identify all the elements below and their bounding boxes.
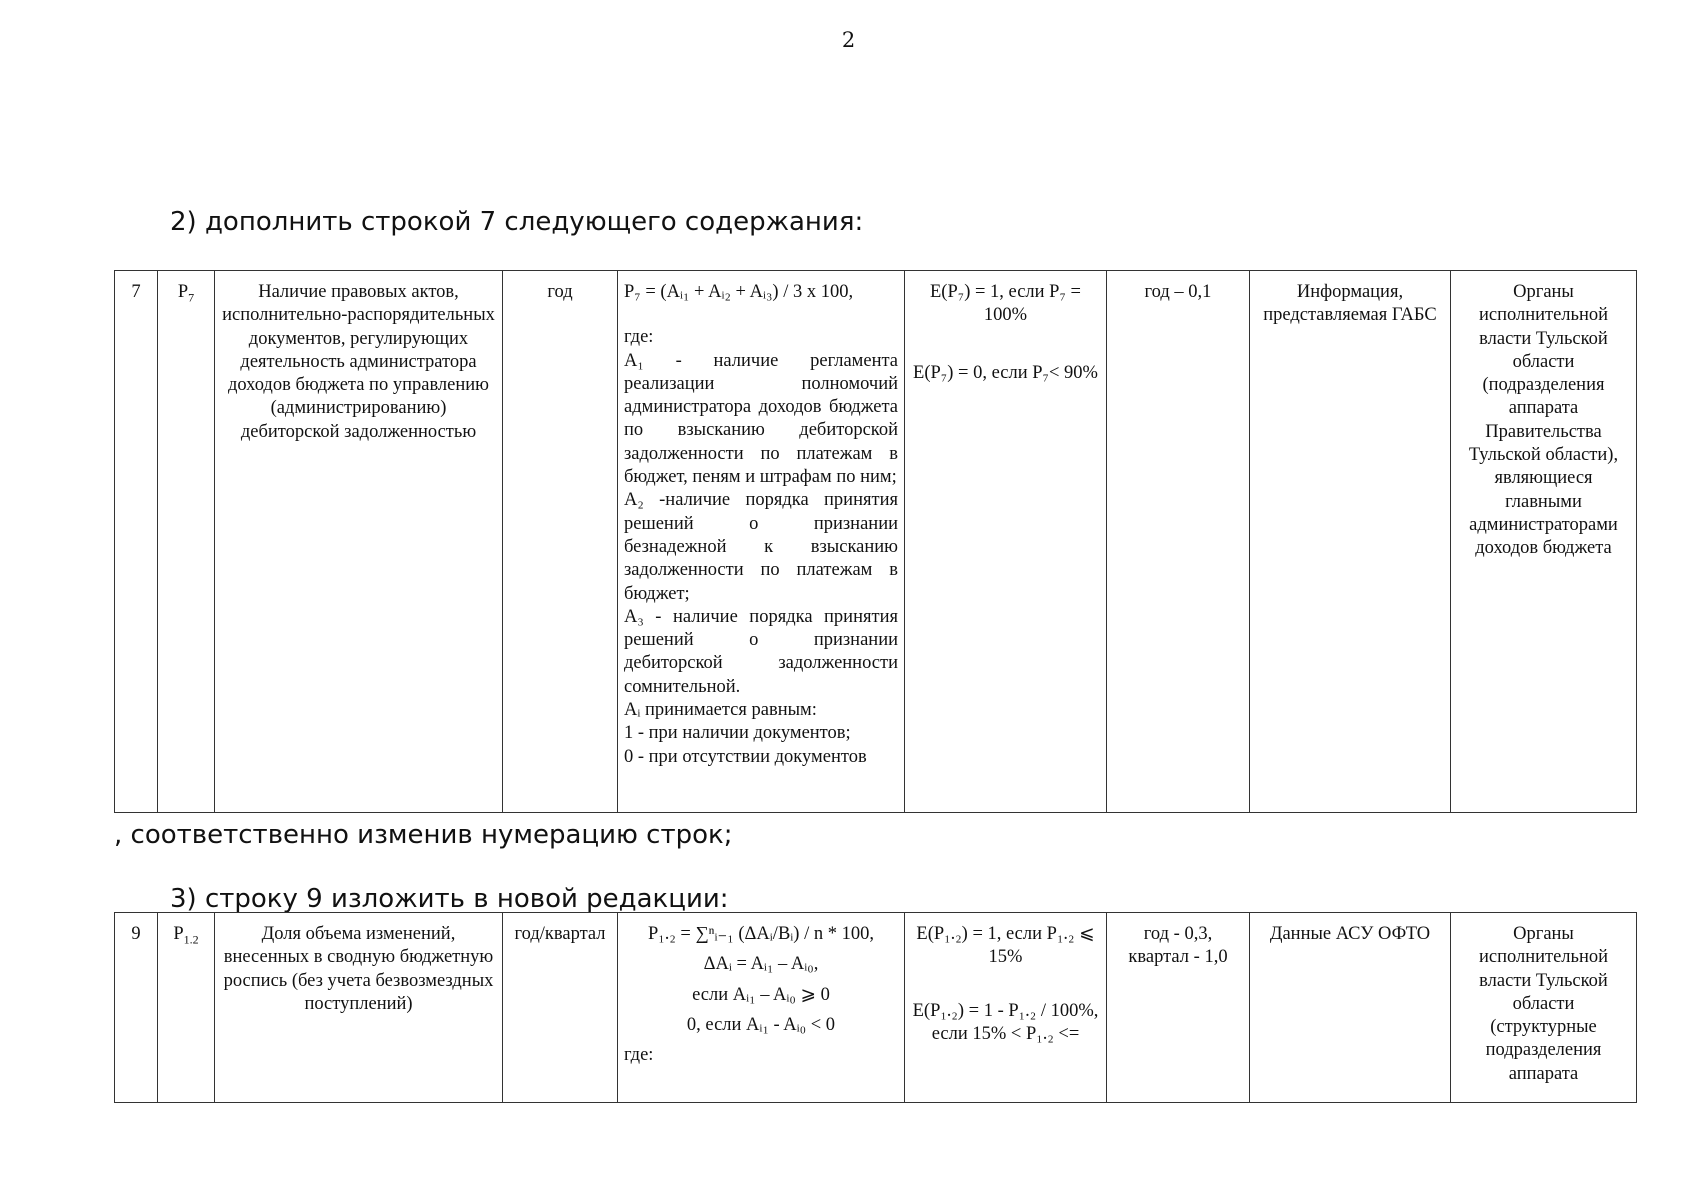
evaluation-e2: E(P₁.₂) = 1 - P₁.₂ / 100%, если 15% < P₁.₂ <= bbox=[912, 1000, 1099, 1044]
paragraph-renumber: , соответственно изменив нумерацию строк; bbox=[114, 820, 733, 850]
table-row bbox=[115, 271, 1637, 813]
formula-line-3: если Aᵢ₁ – Aᵢ₀ ⩾ 0 bbox=[692, 984, 830, 1005]
paragraph-row-9-new-edition: 3) строку 9 изложить в новой редакции: bbox=[170, 884, 729, 914]
indicator-description: Доля объема изменений, внесенных в сводную бюджетную роспись (без учета безвозмездных поступлений) bbox=[215, 913, 503, 1103]
indicator-formula bbox=[618, 913, 905, 1103]
formula-where: где: bbox=[624, 327, 654, 348]
formula-line-1: P₁.₂ = ∑ⁿᵢ₋₁ (ΔAᵢ/Bᵢ) / n * 100, bbox=[647, 924, 874, 944]
indicator-weight: год - 0,3, квартал - 1,0 bbox=[1107, 913, 1250, 1103]
table-row-7 bbox=[114, 270, 1637, 813]
indicator-code-sub: 7 bbox=[188, 290, 195, 305]
data-source: Данные АСУ ОФТО bbox=[1250, 913, 1451, 1103]
formula-a2: A₂ -наличие порядка принятия решений о признании безнадежной к взысканию задолженности по платежам в бюджет; bbox=[624, 490, 898, 604]
indicator-code-letter: P bbox=[173, 924, 184, 944]
table-row bbox=[115, 913, 1637, 1103]
page-number: 2 bbox=[841, 28, 856, 52]
indicator-description: Наличие правовых актов, исполнительно-распорядительных документов, регулирующих деятельность администратора доходов бюджета по управлению (администрированию) дебиторской задолженностью bbox=[215, 271, 503, 813]
indicator-code-letter: P bbox=[177, 282, 189, 302]
evaluation-e1: E(P₇) = 1, если P₇ = 100% bbox=[930, 282, 1081, 326]
responsible-bodies: Органы исполнительной власти Тульской области (подразделения аппарата Правительства Тульской области), являющиеся главными администраторами доходов бюджета bbox=[1451, 271, 1637, 813]
row-number: 7 bbox=[115, 271, 158, 813]
data-source: Информация, представляемая ГАБС bbox=[1250, 271, 1451, 813]
formula-one: 1 - при наличии документов; bbox=[624, 723, 851, 744]
evaluation-rule bbox=[905, 913, 1107, 1103]
table-row-9 bbox=[114, 912, 1637, 1103]
evaluation-rule bbox=[905, 271, 1107, 813]
formula-main: P₇ = (Aᵢ₁ + Aᵢ₂ + Aᵢ₃) / 3 x 100, bbox=[624, 282, 854, 302]
formula-where: где: bbox=[624, 1045, 654, 1066]
responsible-bodies: Органы исполнительной власти Тульской области (структурные подразделения аппарата bbox=[1451, 913, 1637, 1103]
paragraph-add-row-7: 2) дополнить строкой 7 следующего содержания: bbox=[170, 207, 864, 237]
formula-zero: 0 - при отсутствии документов bbox=[624, 746, 867, 767]
row-number: 9 bbox=[115, 913, 158, 1103]
indicator-weight: год – 0,1 bbox=[1107, 271, 1250, 813]
indicator-formula bbox=[618, 271, 905, 813]
evaluation-e1: E(P₁.₂) = 1, если P₁.₂ ⩽ 15% bbox=[916, 924, 1095, 968]
formula-ai: Aᵢ принимается равным: bbox=[624, 700, 817, 721]
indicator-code bbox=[158, 913, 215, 1103]
formula-a3: A₃ - наличие порядка принятия решений о признании дебиторской задолженности сомнительной. bbox=[624, 606, 898, 697]
formula-line-2: ΔAᵢ = Aᵢ₁ – Aᵢ₀, bbox=[703, 954, 819, 975]
indicator-period: год/квартал bbox=[503, 913, 618, 1103]
indicator-code bbox=[158, 271, 215, 813]
evaluation-e2: E(P₇) = 0, если P₇< 90% bbox=[913, 362, 1098, 383]
formula-a1: A₁ - наличие регламента реализации полномочий администратора доходов бюджета по взысканию дебиторской задолженности по платежам в бюджет, пеням и штрафам по ним; bbox=[624, 350, 898, 488]
indicator-code-sub: 1.2 bbox=[183, 932, 199, 947]
formula-line-4: 0, если Aᵢ₁ - Aᵢ₀ < 0 bbox=[686, 1014, 836, 1035]
indicator-period: год bbox=[503, 271, 618, 813]
